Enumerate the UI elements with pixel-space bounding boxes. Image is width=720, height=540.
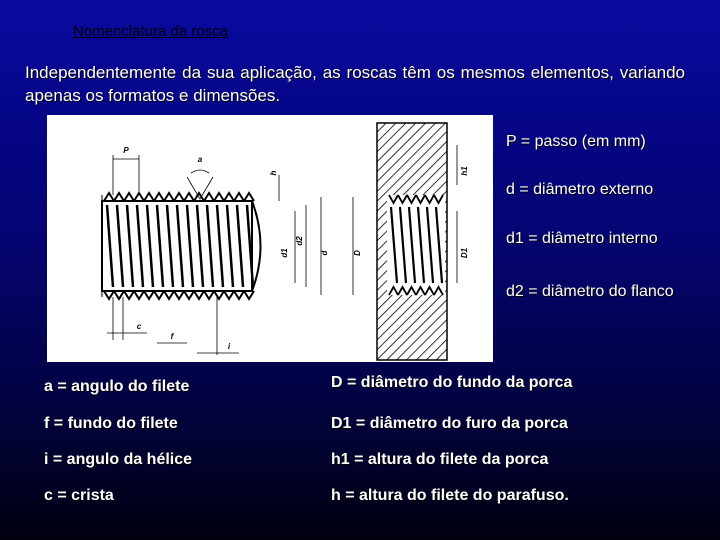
legend-diametro-furo-porca: D1 = diâmetro do furo da porca — [331, 415, 568, 432]
screw-thread-tooth — [104, 291, 114, 299]
screw-thread-tooth — [224, 193, 234, 201]
screw-thread-tooth — [124, 193, 134, 201]
thread-diagram — [47, 115, 493, 362]
label-c: c — [136, 322, 142, 331]
screw-thread-tooth — [164, 291, 174, 299]
screw-thread-tooth — [244, 193, 254, 201]
label-a: a — [197, 155, 203, 164]
slide-title: Nomenclatura da rosca — [73, 23, 229, 40]
legend-crista: c = crista — [44, 487, 114, 504]
screw-thread-tooth — [224, 291, 234, 299]
thread-drawing — [47, 115, 493, 362]
screw-thread-tooth — [204, 291, 214, 299]
label-d2: d2 — [295, 236, 304, 246]
legend-diametro-externo: d = diâmetro externo — [506, 181, 654, 198]
screw-thread-tooth — [184, 291, 194, 299]
legend-diametro-fundo-porca: D = diâmetro do fundo da porca — [331, 374, 573, 391]
label-d1: d1 — [280, 248, 289, 258]
label-p: P — [123, 146, 129, 155]
screw-thread-tooth — [114, 193, 124, 201]
legend-altura-filete-parafuso: h = altura do filete do parafuso. — [331, 487, 569, 504]
screw-thread-tooth — [154, 291, 164, 299]
label-h: h — [269, 170, 278, 176]
label-h1: h1 — [460, 166, 469, 176]
screw-thread-tooth — [124, 291, 134, 299]
legend-diametro-interno: d1 = diâmetro interno — [506, 230, 658, 247]
screw-thread-tooth — [244, 291, 254, 299]
screw-thread-tooth — [184, 193, 194, 201]
intro-paragraph: Independentemente da sua aplicação, as roscas têm os mesmos elementos, variando apenas os formatos e dimensões. — [25, 63, 685, 105]
screw-thread-tooth — [214, 291, 224, 299]
screw-thread-tooth — [204, 193, 214, 201]
label-i: i — [227, 342, 231, 351]
screw-thread-tooth — [174, 193, 184, 201]
screw-thread-tooth — [114, 291, 124, 299]
legend-angulo-filete: a = angulo do filete — [44, 378, 190, 395]
legend-diametro-flanco: d2 = diâmetro do flanco — [506, 283, 674, 300]
screw-thread-tooth — [164, 193, 174, 201]
screw-thread-tooth — [154, 193, 164, 201]
screw-shape — [102, 193, 261, 299]
label-big-d: D — [353, 250, 362, 256]
label-f: f — [170, 332, 174, 341]
screw-thread-tooth — [194, 291, 204, 299]
screw-thread-tooth — [214, 193, 224, 201]
screw-thread-tooth — [174, 291, 184, 299]
legend-fundo-filete: f = fundo do filete — [44, 415, 178, 432]
screw-thread-tooth — [144, 291, 154, 299]
screw-thread-tooth — [104, 193, 114, 201]
legend-passo: P = passo (em mm) — [506, 133, 646, 150]
label-d: d — [320, 250, 329, 256]
screw-thread-tooth — [234, 193, 244, 201]
legend-altura-filete-porca: h1 = altura do filete da porca — [331, 451, 549, 468]
nut-section — [377, 123, 447, 360]
screw-thread-tooth — [234, 291, 244, 299]
screw-thread-tooth — [134, 291, 144, 299]
screw-thread-tooth — [144, 193, 154, 201]
label-big-d1: D1 — [460, 247, 469, 259]
legend-angulo-helice: i = angulo da hélice — [44, 451, 193, 468]
